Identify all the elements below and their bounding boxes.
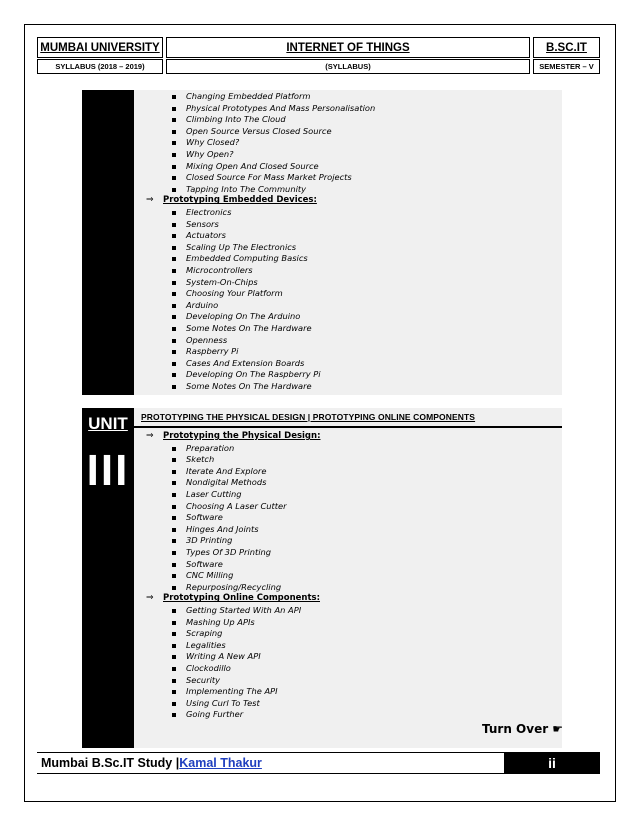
list-item	[146, 381, 321, 393]
list-item	[146, 477, 287, 489]
list-item	[146, 265, 321, 277]
bullet-icon	[172, 563, 176, 567]
list-item	[146, 137, 375, 149]
bullet-icon	[172, 644, 176, 648]
arrow-icon: ⇒	[146, 431, 154, 441]
list-item	[146, 207, 321, 219]
list-item-text: Sensors	[186, 218, 219, 229]
list-item	[146, 358, 321, 370]
list-item	[146, 184, 375, 196]
list-item	[146, 686, 301, 698]
list-item-text: Some Notes On The Hardware	[186, 380, 312, 391]
bullet-icon	[172, 385, 176, 389]
list-item	[146, 300, 321, 312]
list-item	[146, 605, 301, 617]
list-item	[146, 103, 375, 115]
list-item-text: Microcontrollers	[186, 264, 253, 275]
list-item	[146, 346, 321, 358]
unit3-list-b	[146, 605, 301, 721]
bullet-icon	[172, 95, 176, 99]
bullet-icon	[172, 702, 176, 706]
bullet-icon	[172, 107, 176, 111]
list-item	[146, 311, 321, 323]
bullet-icon	[172, 713, 176, 717]
list-item-text: System-On-Chips	[186, 276, 258, 287]
list-item-text: Some Notes On The Hardware	[186, 322, 312, 333]
list-item-text: Physical Prototypes And Mass Personalisation	[186, 102, 376, 113]
section-heading: Prototyping the Physical Design:	[163, 431, 321, 441]
list-item	[146, 628, 301, 640]
bullet-icon	[172, 130, 176, 134]
bullet-icon	[172, 373, 176, 377]
list-item-text: Raspberry Pi	[186, 346, 239, 357]
list-item	[146, 709, 301, 721]
list-item-text: Getting Started With An API	[186, 605, 302, 615]
list-item	[146, 242, 321, 254]
bullet-icon	[172, 586, 176, 590]
list-item-text: Embedded Computing Basics	[186, 253, 308, 264]
list-item	[146, 149, 375, 161]
bullet-icon	[172, 458, 176, 462]
list-item-text: Security	[186, 674, 221, 685]
list-item-text: Preparation	[186, 442, 235, 453]
list-item	[146, 114, 375, 126]
list-item-text: Sketch	[186, 454, 215, 465]
course-name: B.SC.IT	[533, 37, 600, 58]
bullet-icon	[172, 118, 176, 122]
syllabus-year: SYLLABUS (2018 – 2019)	[37, 59, 163, 74]
list-item-text: Actuators	[186, 230, 226, 241]
bullet-icon	[172, 315, 176, 319]
bullet-icon	[172, 528, 176, 532]
title-divider	[134, 426, 562, 428]
page-header	[37, 37, 600, 75]
list-item	[146, 288, 321, 300]
list-item-text: Nondigital Methods	[186, 477, 267, 488]
bullet-icon	[172, 551, 176, 555]
bullet-icon	[172, 292, 176, 296]
bullet-icon	[172, 350, 176, 354]
bullet-icon	[172, 141, 176, 145]
list-item-text: Using Curl To Test	[186, 697, 260, 708]
list-item-text: Types Of 3D Printing	[186, 546, 272, 557]
bullet-icon	[172, 339, 176, 343]
list-item-text: Electronics	[186, 207, 232, 217]
list-item	[146, 501, 287, 513]
box1-list-b	[146, 207, 321, 393]
bullet-icon	[172, 165, 176, 169]
list-item-text: Software	[186, 512, 223, 523]
list-item-text: Hinges And Joints	[186, 523, 259, 534]
bullet-icon	[172, 655, 176, 659]
list-item	[146, 489, 287, 501]
list-item-text: Climbing Into The Cloud	[186, 114, 286, 125]
bullet-icon	[172, 153, 176, 157]
list-item	[146, 559, 287, 571]
university-name: MUMBAI UNIVERSITY	[37, 37, 163, 58]
list-item	[146, 126, 375, 138]
list-item	[146, 524, 287, 536]
list-item-text: Writing A New API	[186, 651, 261, 662]
list-item	[146, 219, 321, 231]
list-item	[146, 454, 287, 466]
list-item-text: Tapping Into The Community	[186, 183, 307, 194]
bullet-icon	[172, 470, 176, 474]
list-item-text: Closed Source For Mass Market Projects	[186, 172, 352, 183]
list-item	[146, 335, 321, 347]
list-item-text: Cases And Extension Boards	[186, 357, 305, 368]
list-item-text: Open Source Versus Closed Source	[186, 125, 332, 136]
bullet-icon	[172, 447, 176, 451]
list-item	[146, 651, 301, 663]
page-number: ii	[504, 753, 600, 773]
list-item-text: Changing Embedded Platform	[186, 91, 311, 101]
list-item	[146, 466, 287, 478]
list-item-text: Scaling Up The Electronics	[186, 241, 297, 252]
list-item-text: Developing On The Raspberry Pi	[186, 369, 321, 380]
list-item-text: Choosing A Laser Cutter	[186, 500, 287, 511]
list-item-text: 3D Printing	[186, 535, 233, 546]
list-item	[146, 582, 287, 594]
turn-over-label: Turn Over ☛	[482, 722, 564, 736]
list-item	[146, 172, 375, 184]
list-item-text: Choosing Your Platform	[186, 288, 283, 299]
arrow-icon: ⇒	[146, 195, 154, 206]
unit-number: III	[86, 446, 130, 495]
arrow-icon: ⇒	[146, 593, 154, 604]
list-item	[146, 512, 287, 524]
list-item	[146, 230, 321, 242]
list-item	[146, 369, 321, 381]
list-item	[146, 443, 287, 455]
list-item	[146, 640, 301, 652]
list-item-text: Clockodillo	[186, 662, 231, 673]
section-heading: Prototyping Embedded Devices:	[163, 195, 317, 206]
list-item-text: Repurposing/Recycling	[186, 581, 282, 592]
side-bar-1	[82, 90, 134, 395]
section-heading: Prototyping Online Components:	[163, 593, 320, 604]
list-item	[146, 253, 321, 265]
bullet-icon	[172, 505, 176, 509]
bullet-icon	[172, 609, 176, 613]
list-item	[146, 323, 321, 335]
bullet-icon	[172, 481, 176, 485]
bullet-icon	[172, 257, 176, 261]
semester: SEMESTER – V	[533, 59, 600, 74]
list-item-text: Going Further	[186, 709, 244, 720]
list-item-text: CNC Milling	[186, 570, 234, 581]
bullet-icon	[172, 539, 176, 543]
list-item	[146, 617, 301, 629]
list-item	[146, 161, 375, 173]
bullet-icon	[172, 632, 176, 636]
page-footer	[37, 752, 600, 774]
list-item-text: Developing On The Arduino	[186, 311, 301, 322]
unit-title: PROTOTYPING THE PHYSICAL DESIGN | PROTOTYPING ONLINE COMPONENTS	[141, 412, 476, 422]
bullet-icon	[172, 304, 176, 308]
list-item	[146, 277, 321, 289]
unit3-list-a	[146, 443, 287, 594]
bullet-icon	[172, 516, 176, 520]
list-item-text: Software	[186, 558, 223, 569]
bullet-icon	[172, 679, 176, 683]
list-item-text: Implementing The API	[186, 686, 278, 697]
list-item-text: Iterate And Explore	[186, 465, 267, 476]
bullet-icon	[172, 362, 176, 366]
bullet-icon	[172, 690, 176, 694]
box1-list-a	[146, 91, 375, 195]
bullet-icon	[172, 234, 176, 238]
author-link[interactable]: Kamal Thakur	[179, 756, 262, 770]
list-item-text: Legalities	[186, 639, 226, 650]
bullet-icon	[172, 211, 176, 215]
list-item-text: Openness	[186, 334, 228, 345]
list-item-text: Scraping	[186, 628, 223, 639]
bullet-icon	[172, 667, 176, 671]
bullet-icon	[172, 269, 176, 273]
list-item	[146, 675, 301, 687]
bullet-icon	[172, 223, 176, 227]
list-item	[146, 663, 301, 675]
bullet-icon	[172, 246, 176, 250]
list-item-text: Arduino	[186, 299, 219, 310]
list-item	[146, 547, 287, 559]
unit-label: UNIT	[88, 414, 128, 433]
list-item-text: Mashing Up APIs	[186, 616, 255, 627]
list-item-text: Mixing Open And Closed Source	[186, 160, 319, 171]
list-item	[146, 698, 301, 710]
bullet-icon	[172, 188, 176, 192]
bullet-icon	[172, 176, 176, 180]
subtitle: (SYLLABUS)	[166, 59, 530, 74]
footer-prefix: Mumbai B.Sc.IT Study |	[41, 756, 180, 770]
bullet-icon	[172, 621, 176, 625]
list-item-text: Why Closed?	[186, 137, 240, 148]
list-item	[146, 535, 287, 547]
list-item-text: Laser Cutting	[186, 488, 242, 499]
list-item	[146, 91, 375, 103]
list-item-text: Why Open?	[186, 148, 234, 159]
footer-credit	[37, 756, 504, 770]
bullet-icon	[172, 493, 176, 497]
list-item	[146, 570, 287, 582]
subject-title: INTERNET OF THINGS	[166, 37, 530, 58]
bullet-icon	[172, 327, 176, 331]
bullet-icon	[172, 574, 176, 578]
bullet-icon	[172, 281, 176, 285]
